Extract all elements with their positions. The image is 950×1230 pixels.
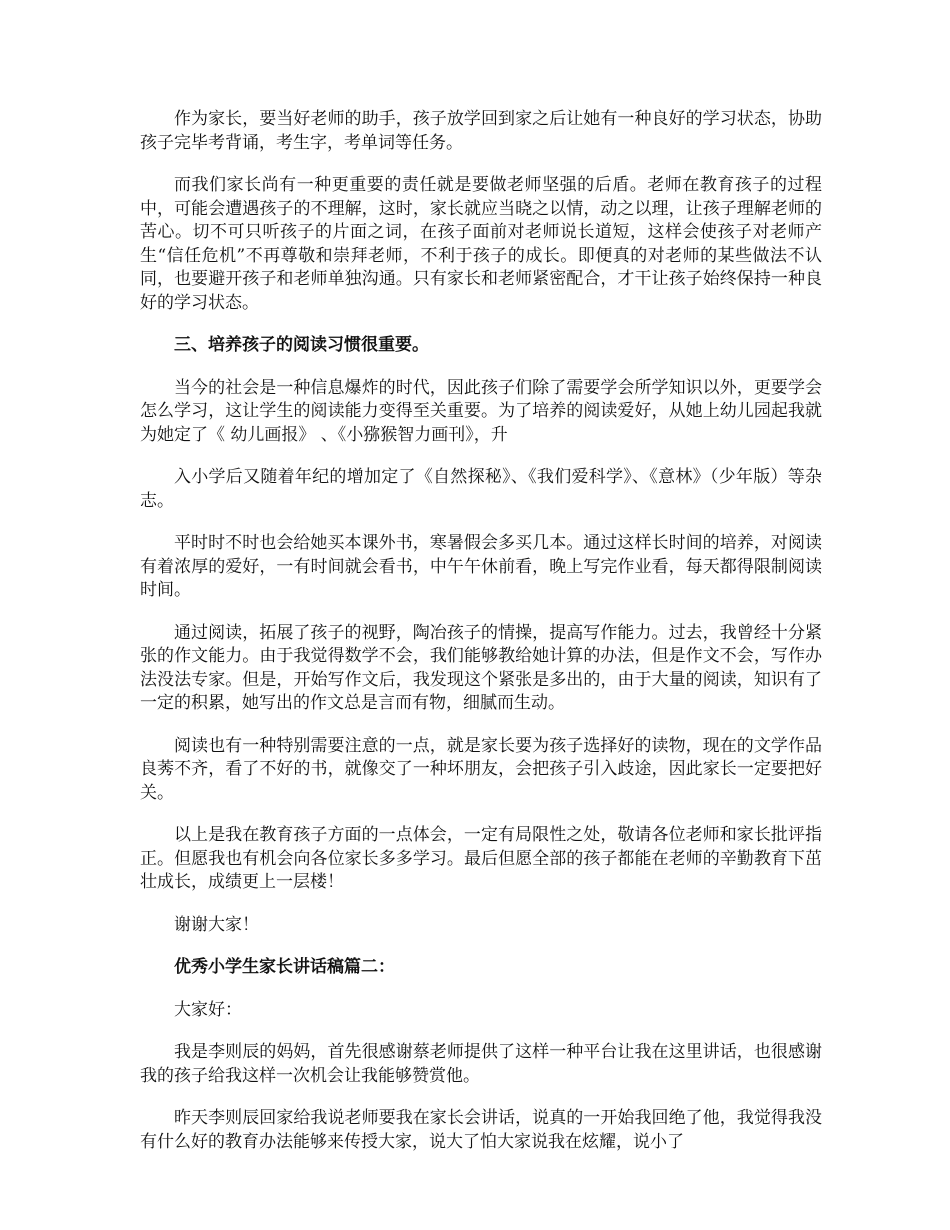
- section-heading-3: 三、培养孩子的阅读习惯很重要。: [174, 335, 429, 355]
- paragraph-6: 平时时不时也会给她买本课外书，寒暑假会多买几本。通过这样长时间的培养，对阅读有着浓厚的爱好，一有时间就会看书，中午午休前看，晚上写完作业看，每天都得限制阅读时间。: [140, 533, 822, 600]
- paragraph-4: 当今的社会是一种信息爆炸的时代，因此孩子们除了需要学会所学知识以外，更要学会怎么学习，这让学生的阅读能力变得至关重要。为了培养的阅读爱好，从她上幼儿园起我就为她定了《 幼儿画报》 、《小猕猴智力画刊》，升: [140, 377, 822, 445]
- paragraph-13: 我是李则辰的妈妈，首先很感谢蔡老师提供了这样一种平台让我在这里讲话，也很感谢我的孩子给我这样一次机会让我能够赞赏他。: [140, 1042, 822, 1086]
- paragraph-2: 而我们家长尚有一种更重要的责任就是要做老师坚强的后盾。老师在教育孩子的过程中，可能会遭遇孩子的不理解，这时，家长就应当晓之以情，动之以理，让孩子理解老师的苦心。切不可只听孩子的片面之词，在孩子面前对老师说长道短，这样会使孩子对老师产生“信任危机”不再尊敬和崇拜老师，不利于孩子的成长。即便真的对老师的某些做法不认同，也要避开孩子和老师单独沟通。只有家长和老师紧密配合，才干让孩子始终保持一种良好的学习状态。: [140, 175, 822, 313]
- paragraph-1: 作为家长，要当好老师的助手，孩子放学回到家之后让她有一种良好的学习状态，协助孩子完毕考背诵，考生字，考单词等任务。: [140, 109, 822, 153]
- paragraph-14: 昨天李则辰回家给我说老师要我在家长会讲话，说真的一开始我回绝了他，我觉得我没有什么好的教育办法能够来传授大家，说大了怕大家说我在炫耀，说小了: [140, 1108, 822, 1152]
- document-body: [140, 108, 822, 1173]
- paragraph-greeting: 大家好：: [174, 999, 242, 1020]
- paragraph-8: 阅读也有一种特别需要注意的一点，就是家长要为孩子选择好的读物，现在的文学作品良莠不齐，看了不好的书，就像交了一种坏朋友，会把孩子引入歧途，因此家长一定要把好关。: [140, 735, 822, 803]
- section-heading-speech-2: 优秀小学生家长讲话稿篇二：: [174, 957, 395, 977]
- paragraph-5: 入小学后又随着年纪的增加定了《自然探秘》、《我们爱科学》、《意林》（少年版）等杂志。: [140, 467, 822, 511]
- paragraph-thanks: 谢谢大家！: [174, 914, 259, 935]
- paragraph-7: 通过阅读，拓展了孩子的视野，陶冶孩子的情操，提高写作能力。过去，我曾经十分紧张的作文能力。由于我觉得数学不会，我们能够教给她计算的办法，但是作文不会，写作办法没法专家。但是，开始写作文后，我发现这个紧张是多出的，由于大量的阅读，知识有了一定的积累，她写出的作文总是言而有物，细腻而生动。: [140, 622, 822, 713]
- paragraph-9: 以上是我在教育孩子方面的一点体会，一定有局限性之处，敬请各位老师和家长批评指正。但愿我也有机会向各位家长多多学习。最后但愿全部的孩子都能在老师的辛勤教育下茁壮成长，成绩更上一层楼！: [140, 825, 822, 892]
